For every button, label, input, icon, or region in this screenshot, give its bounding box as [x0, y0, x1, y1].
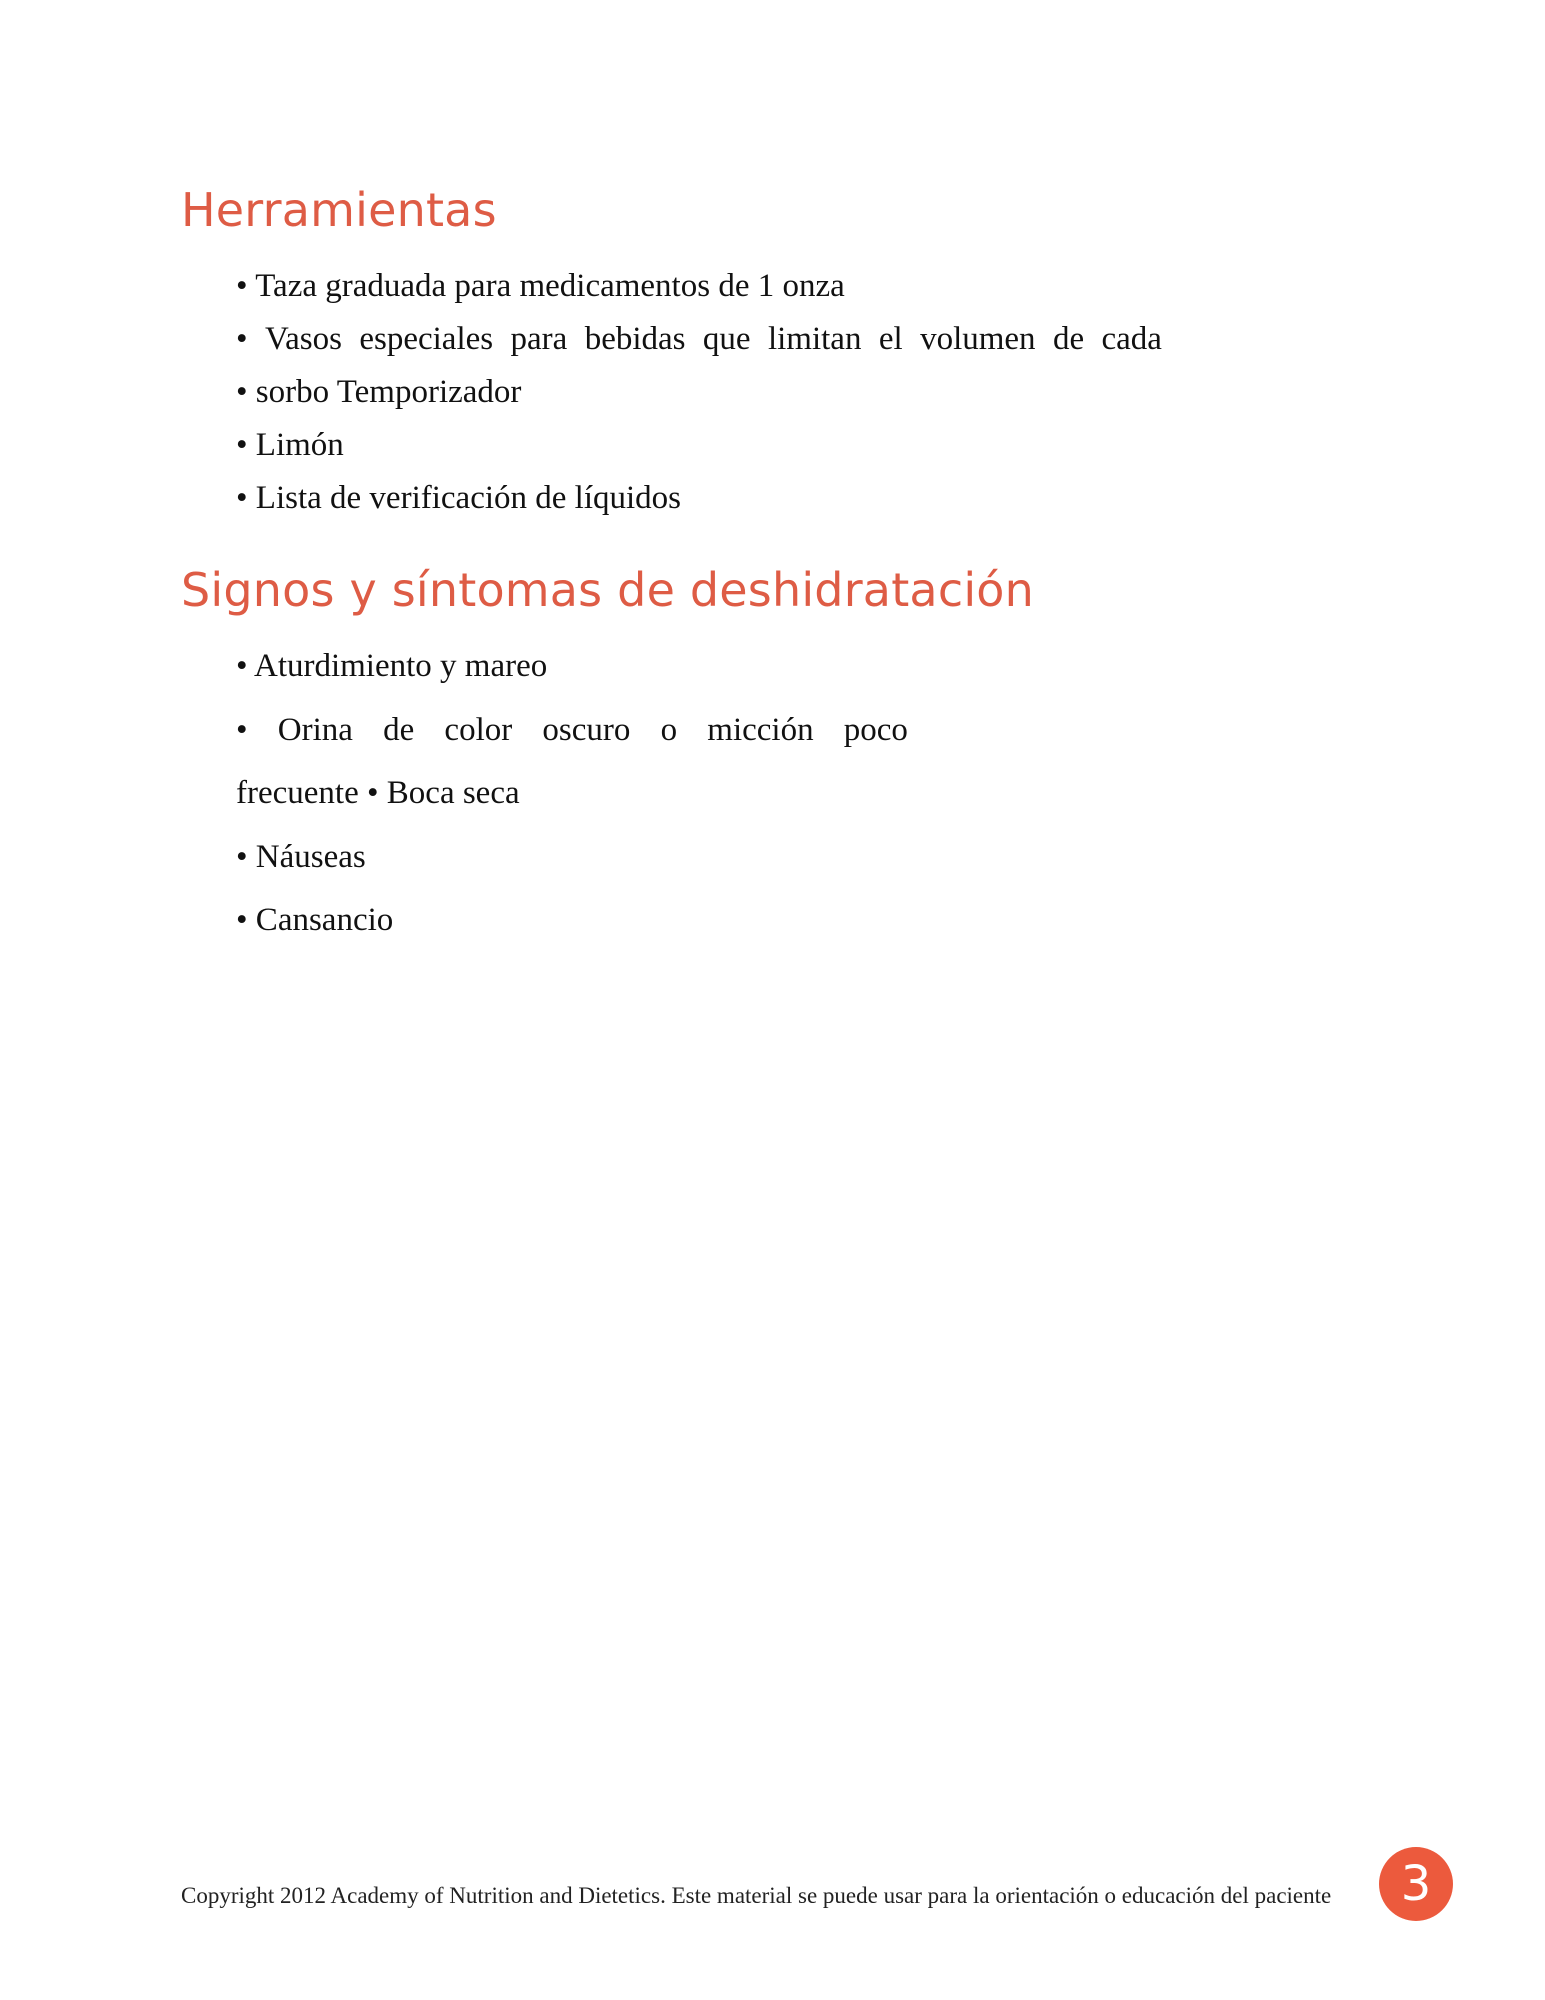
word: limitan [767, 321, 862, 357]
list-item-nauseas: • Náuseas [236, 839, 366, 875]
list-item-vasos [236, 319, 1162, 359]
word: o [660, 712, 678, 748]
word: el [878, 321, 903, 357]
word: oscuro [542, 712, 631, 748]
footer-copyright: Copyright 2012 Academy of Nutrition and Dietetics. Este material se puede usar para la orientación o educación del paciente [181, 1883, 1332, 1908]
word: para [510, 321, 568, 357]
word: especiales [359, 321, 494, 357]
section-heading-herramientas: Herramientas [181, 183, 497, 237]
word: bebidas [584, 321, 686, 357]
word: poco [843, 712, 908, 748]
word: • [236, 712, 248, 748]
word: Orina [277, 712, 353, 748]
list-item-cansancio: • Cansancio [236, 902, 394, 938]
word: de [1052, 321, 1085, 357]
list-item-lista: • Lista de verificación de líquidos [236, 480, 682, 516]
list-item-limon: • Limón [236, 427, 344, 463]
list-item-taza: • Taza graduada para medicamentos de 1 onza [236, 268, 845, 304]
word: color [444, 712, 513, 748]
word: cada [1101, 321, 1162, 357]
list-item-aturdimiento: • Aturdimiento y mareo [236, 648, 548, 684]
word: que [702, 321, 751, 357]
word: Vasos [264, 321, 342, 357]
list-item-frecuente: frecuente • Boca seca [236, 775, 520, 811]
word: micción [707, 712, 814, 748]
word: volumen [920, 321, 1036, 357]
word: de [383, 712, 415, 748]
list-item-orina [236, 710, 908, 750]
list-item-sorbo: • sorbo Temporizador [236, 374, 522, 410]
section-heading-signos: Signos y síntomas de deshidratación [181, 563, 1034, 617]
word: • [236, 321, 248, 357]
page-number-badge: 3 [1379, 1847, 1453, 1921]
